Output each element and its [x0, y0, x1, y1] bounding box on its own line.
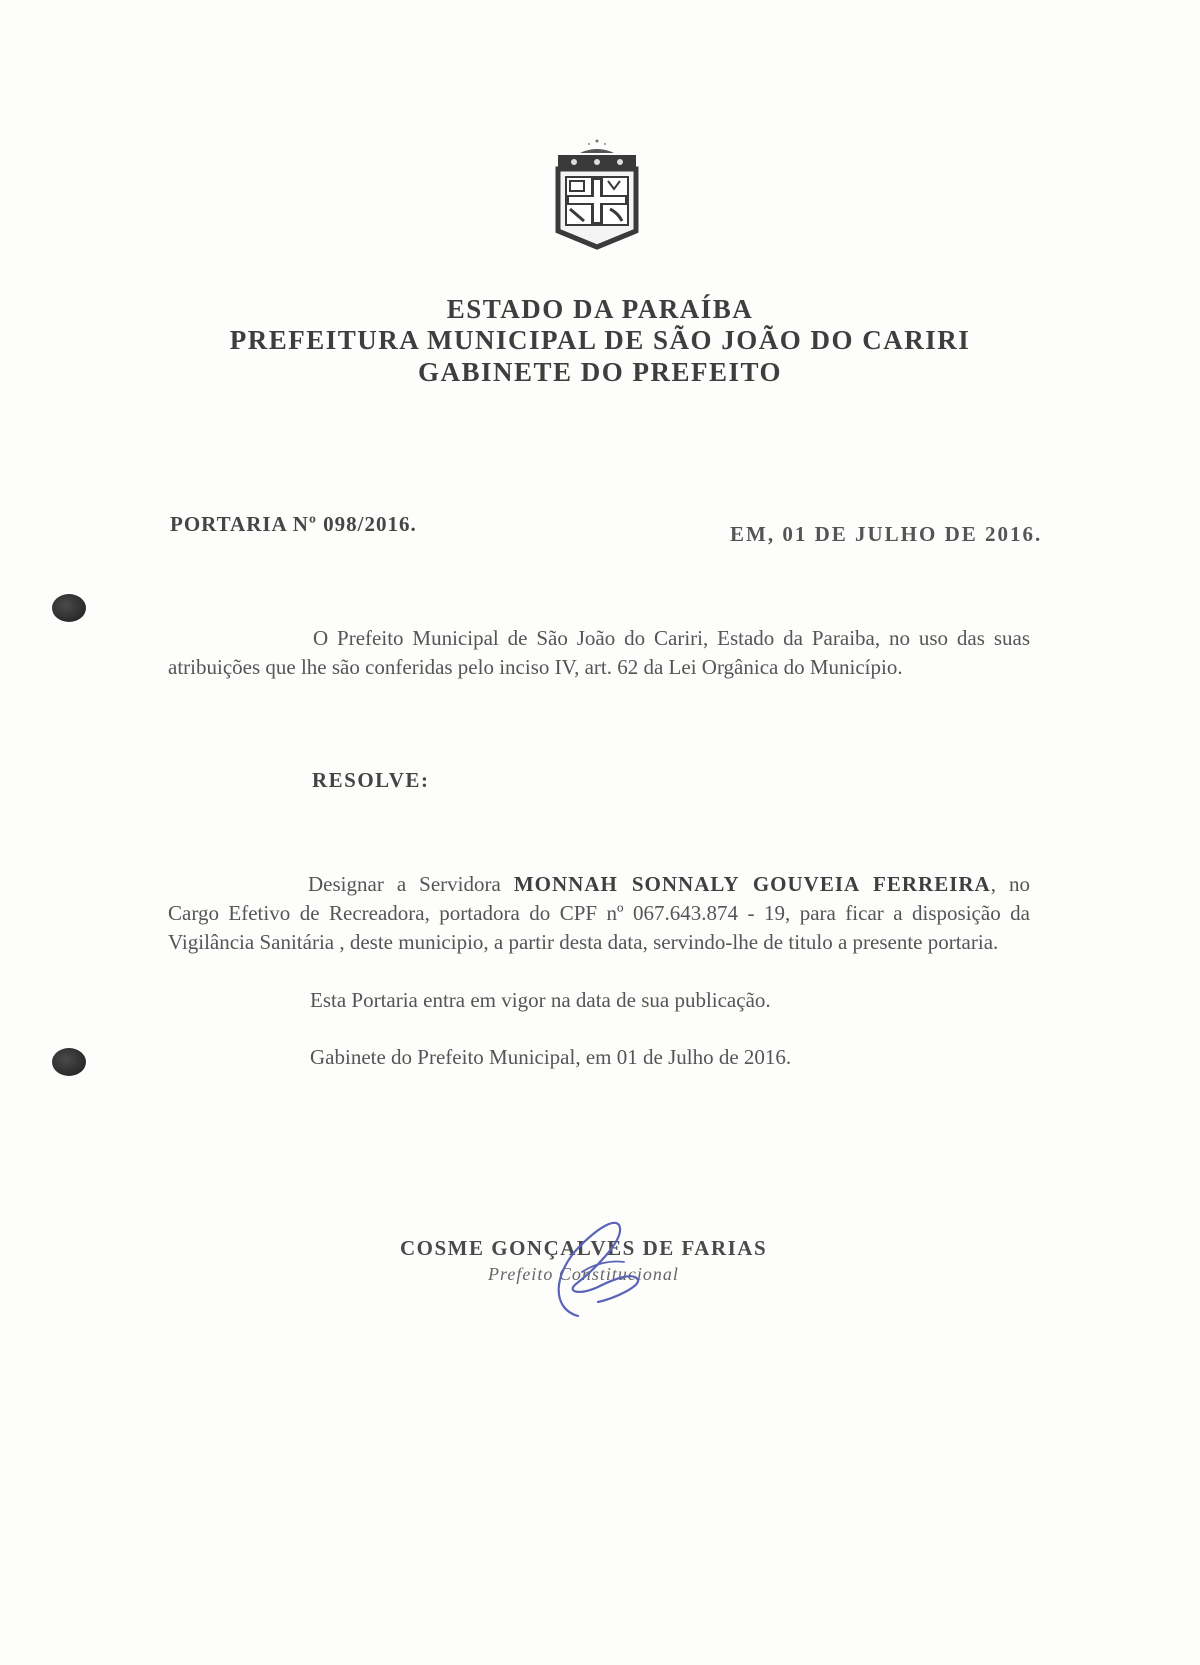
designation-prefix: Designar a Servidora [308, 872, 501, 896]
servant-name: MONNAH SONNALY GOUVEIA FERREIRA [513, 872, 991, 896]
closing-paragraph: Gabinete do Prefeito Municipal, em 01 de Julho de 2016. [310, 1045, 792, 1069]
vigor-paragraph: Esta Portaria entra em vigor na data de sua publicação. [310, 988, 771, 1012]
punch-hole-bottom [52, 1048, 86, 1076]
intro-paragraph: O Prefeito Municipal de São João do Cariri, Estado da Paraiba, no uso das suas atribuições que lhe são conferidas pelo inciso IV, art. 62 da Lei Orgânica do Município. [168, 626, 1030, 679]
resolve-heading: RESOLVE: [312, 768, 430, 792]
portaria-number: PORTARIA Nº 098/2016. [170, 512, 417, 536]
state-heading: ESTADO DA PARAÍBA [446, 294, 754, 324]
handwritten-signature [520, 1212, 670, 1322]
office-heading: GABINETE DO PREFEITO [417, 357, 783, 387]
prefecture-heading: PREFEITURA MUNICIPAL DE SÃO JOÃO DO CARIRI [229, 325, 971, 355]
signatory-title: Prefeito Constitucional [488, 1264, 679, 1284]
coat-of-arms-icon [552, 135, 642, 253]
signatory-name: COSME GONÇALVES DE FARIAS [400, 1236, 768, 1260]
designation-paragraph [168, 870, 1030, 957]
designation-suffix: , no Cargo Efetivo de Recreadora, portadora do CPF nº 067.643.874 - 19, para ficar a disposição da Vigilância Sanitária , deste municipio, a partir desta data, servindo-lhe de titulo a presente portaria. [168, 872, 1031, 954]
punch-hole-top [52, 594, 86, 622]
portaria-date: EM, 01 DE JULHO DE 2016. [730, 522, 1043, 546]
